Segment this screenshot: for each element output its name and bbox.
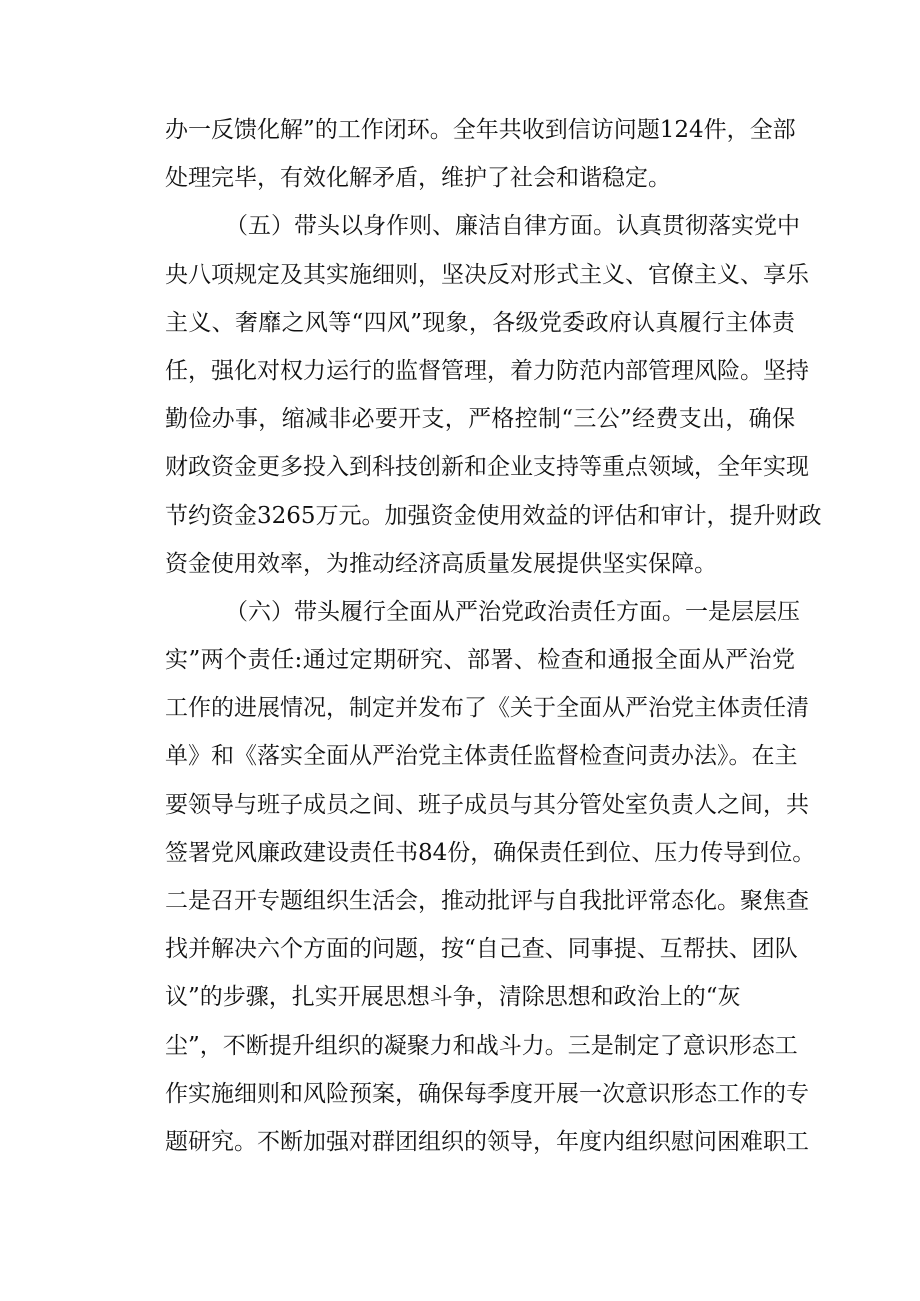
text-line: 题研究。不断加强对群团组织的领导，年度内组织慰问困难职工 bbox=[165, 1128, 809, 1155]
text-line: 二是召开专题组织生活会，推动批评与自我批评常态化。聚焦查 bbox=[165, 888, 809, 914]
text-line: 财政资金更多投入到科技创新和企业支持等重点领域，全年实现 bbox=[165, 454, 809, 481]
text-line: 单》和《落实全面从严治党主体责任监督检查问责办法》。在主 bbox=[165, 743, 798, 770]
text-line: 找并解决六个方面的问题，按“自己查、同事提、互帮扶、团队 bbox=[165, 936, 798, 963]
text-line: 节约资金3265万元。加强资金使用效益的评估和审计，提升财政 bbox=[165, 502, 822, 529]
text-line: 签署党风廉政建设责任书84份，确保责任到位、压力传导到位。 bbox=[165, 839, 816, 866]
text-line: 主义、奢靡之风等“四风”现象，各级党委政府认真履行主体责 bbox=[165, 309, 795, 336]
text-line: 任，强化对权力运行的监督管理，着力防范内部管理风险。坚持 bbox=[165, 357, 809, 384]
text-line: 要领导与班子成员之间、班子成员与其分管处室负责人之间，共 bbox=[165, 791, 809, 818]
body-text bbox=[165, 106, 822, 1166]
text-line: 工作的进展情况，制定并发布了《关于全面从严治党主体责任清 bbox=[165, 695, 809, 722]
text-line: 央八项规定及其实施细则，坚决反对形式主义、官僚主义、享乐 bbox=[165, 261, 809, 288]
text-line: 实”两个责任:通过定期研究、部署、检查和通报全面从严治党 bbox=[165, 647, 795, 674]
section-heading-line: （六）带头履行全面从严治党政治责任方面。一是层层压 bbox=[225, 598, 800, 625]
text-line: 议”的步骤，扎实开展思想斗争，清除思想和政治上的“灰 bbox=[165, 984, 741, 1011]
text-line: 资金使用效率，为推动经济高质量发展提供坚实保障。 bbox=[165, 550, 717, 577]
text-line: 作实施细则和风险预案，确保每季度开展一次意识形态工作的专 bbox=[165, 1080, 809, 1107]
text-line: 办一反馈化解”的工作闭环。全年共收到信访问题124件，全部 bbox=[165, 117, 796, 143]
text-line: 勤俭办事，缩减非必要开支，严格控制“三公”经费支出，确保 bbox=[165, 406, 795, 433]
text-line: 尘”，不断提升组织的凝聚力和战斗力。三是制定了意识形态工 bbox=[165, 1032, 798, 1059]
section-heading-line: （五）带头以身作则、廉洁自律方面。认真贯彻落实党中 bbox=[225, 213, 800, 240]
text-line: 处理完毕，有效化解矛盾，维护了社会和谐稳定。 bbox=[165, 165, 671, 192]
